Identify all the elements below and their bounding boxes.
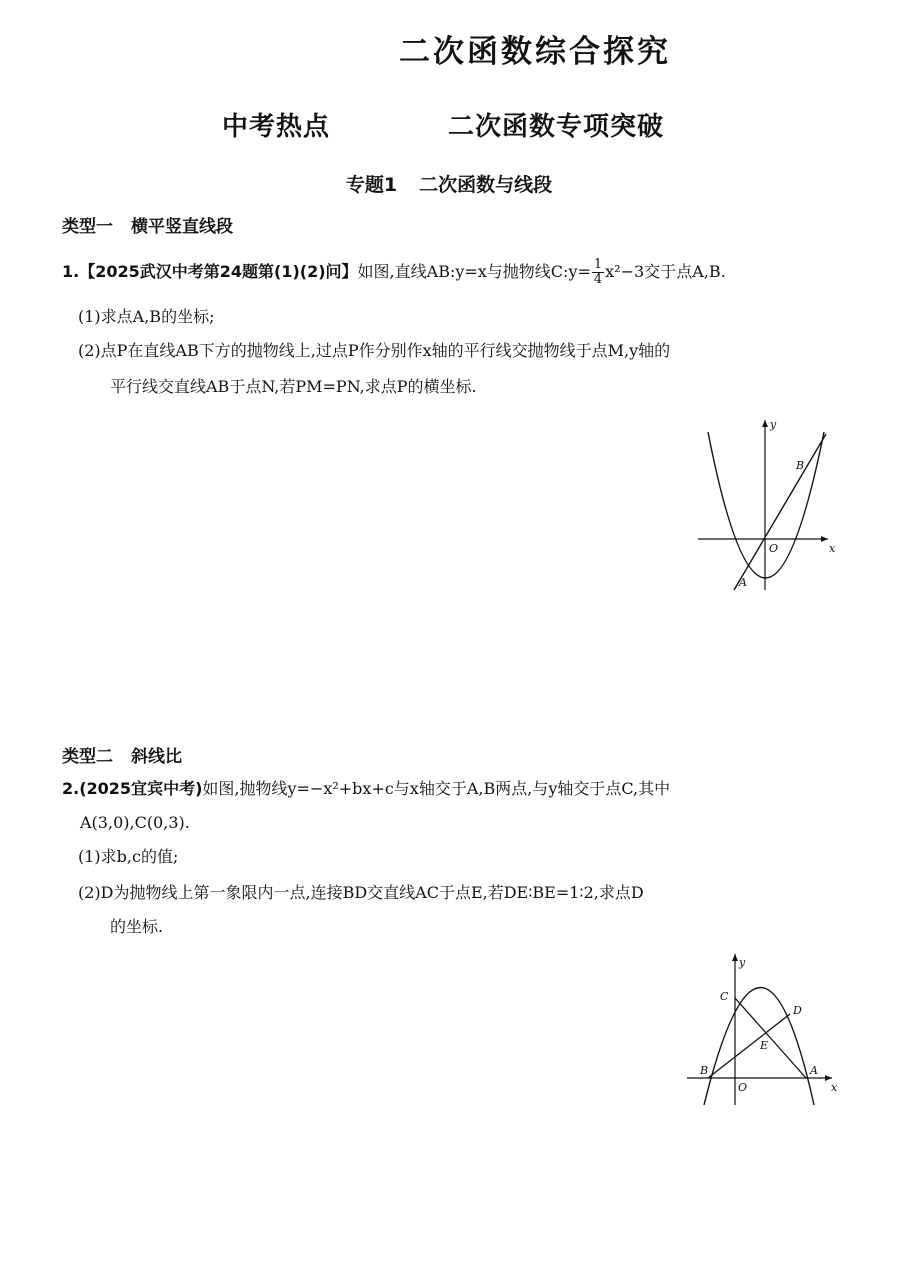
topic-number: 专题1 [345, 174, 398, 196]
label-y: y [739, 956, 746, 969]
problem1-text-a: 如图,直线AB:y=x与抛物线C:y= [357, 262, 591, 281]
problem2-part2-line2: 的坐标. [110, 917, 164, 936]
problem2-stem-line2: A(3,0),C(0,3). [80, 813, 190, 832]
label-x: x [831, 1081, 838, 1094]
section-heading-left: 中考热点 [222, 112, 331, 142]
problem1-part2-line1: (2)点P在直线AB下方的抛物线上,过点P作分别作x轴的平行线交抛物线于点M,y轴的 [78, 341, 671, 360]
label-o: O [769, 542, 779, 555]
problem2-number: 2. [62, 779, 80, 798]
label-d: D [793, 1004, 802, 1017]
parabola [708, 432, 824, 578]
problem2-part2-line1: (2)D为抛物线上第一象限内一点,连接BD交直线AC于点E,若DE∶BE=1∶2,求点D [78, 883, 644, 902]
section-heading-right: 二次函数专项突破 [448, 112, 665, 142]
type1-number: 类型一 [62, 217, 113, 237]
topic-name: 二次函数与线段 [419, 174, 553, 196]
type1-heading [62, 212, 233, 237]
problem1-figure [690, 414, 850, 594]
label-e: E [760, 1039, 769, 1052]
problem1-part2-line2: 平行线交直线AB于点N,若PM=PN,求点P的横坐标. [110, 377, 477, 396]
topic-heading [0, 170, 898, 197]
fraction-numerator: 1 [593, 257, 603, 272]
label-b: B [796, 459, 805, 472]
problem2-part1: (1)求b,c的值; [78, 847, 179, 866]
problem1-source: 【2025武汉中考第24题第(1)(2)问】 [79, 262, 358, 281]
label-a: A [810, 1064, 818, 1077]
y-axis-arrow [762, 420, 768, 427]
label-y: y [770, 418, 777, 431]
line-ab [734, 434, 826, 590]
problem1-text-b: x²−3交于点A,B. [605, 262, 726, 281]
problem1-number: 1. [62, 262, 80, 281]
type2-name: 斜线比 [131, 747, 182, 767]
type2-heading [62, 742, 182, 767]
y-axis-arrow [732, 954, 738, 961]
problem2-stem-line1 [62, 778, 670, 800]
label-o: O [738, 1081, 748, 1094]
problem2-source: (2025宜宾中考) [79, 779, 203, 798]
problem1-fraction [592, 258, 604, 287]
label-x: x [829, 542, 836, 555]
problem2-text: 如图,抛物线y=−x²+bx+c与x轴交于A,B两点,与y轴交于点C,其中 [202, 779, 671, 798]
label-b: B [700, 1064, 709, 1077]
problem1-stem [62, 258, 726, 287]
page-title: 二次函数综合探究 [399, 34, 671, 70]
problem1-part1: (1)求点A,B的坐标; [78, 307, 215, 326]
type1-name: 横平竖直线段 [131, 217, 233, 237]
type2-number: 类型二 [62, 747, 113, 767]
problem2-figure [682, 950, 846, 1110]
x-axis-arrow [821, 536, 828, 542]
label-c: C [720, 990, 729, 1003]
fraction-denominator: 4 [593, 272, 603, 287]
label-a: A [739, 576, 747, 589]
